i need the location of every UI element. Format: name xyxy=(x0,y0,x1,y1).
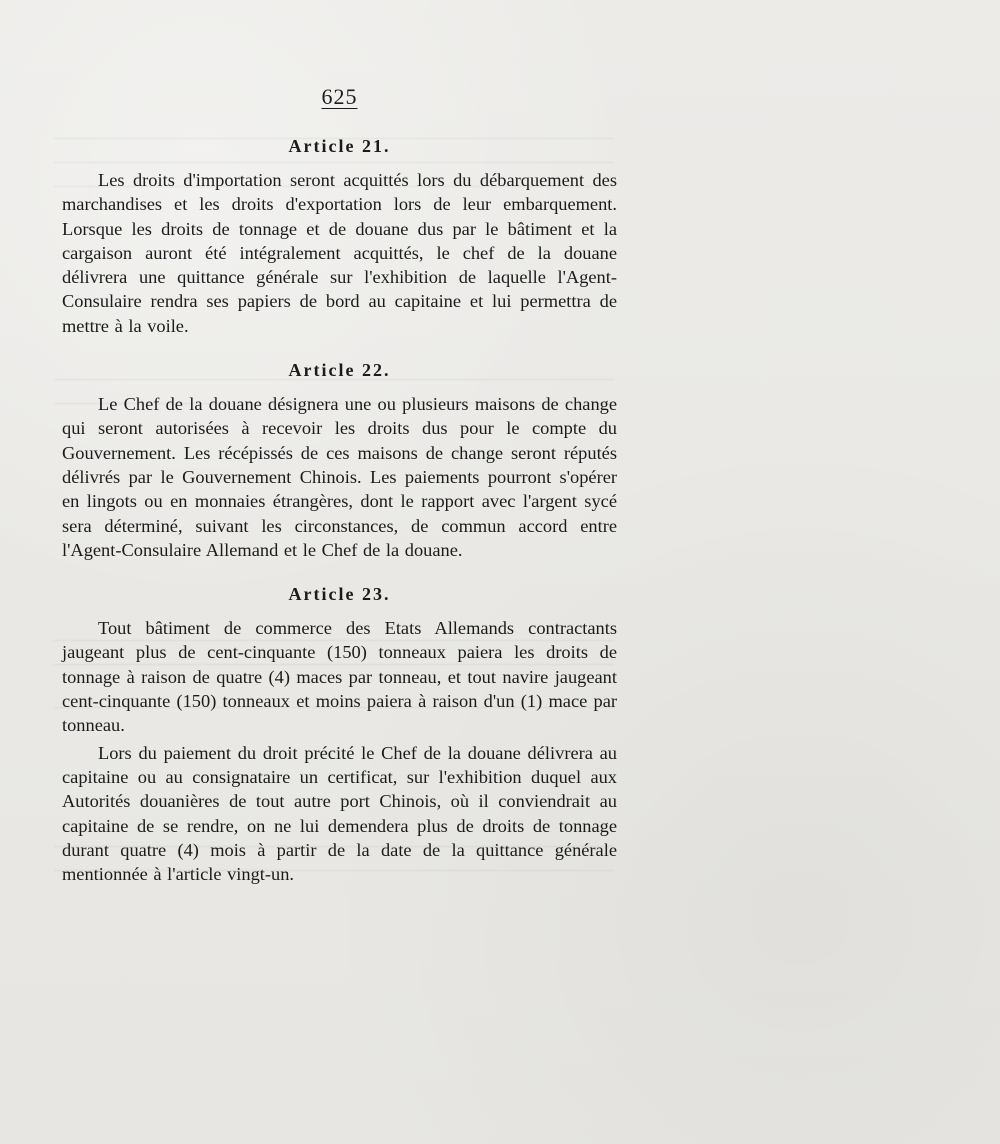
article-paragraph: Lors du paiement du droit précité le Chef de la douane délivrera au capitaine ou au consignataire un certificat, sur l'exhibition duquel aux Autorités douanières de tout autre port Chinois, où il conviendrait au capitaine de se rendre, on ne lui demendera plus de droits de tonnage durant quatre (4) mois à partir de la date de la quittance générale mentionnée à l'article vingt-un. xyxy=(62,742,617,885)
document-content xyxy=(62,84,617,906)
page-number: 625 xyxy=(321,84,358,109)
article-title: Article 23. xyxy=(288,584,391,605)
article-paragraph: Le Chef de la douane désignera une ou plusieurs maisons de change qui seront autorisées à recevoir les droits dus pour le compte du Gouvernement. Les récépissés de ces maisons de change seront réputés délivrés par le Gouvernement Chinois. Les paiements pourront s'opérer en lingots ou en monnaies étrangères, dont le rapport avec l'argent sycé sera déterminé, suivant les circonstances, de commun accord entre l'Agent-Consulaire Allemand et le Chef de la douane. xyxy=(62,394,617,560)
article-23 xyxy=(62,582,617,886)
article-title: Article 21. xyxy=(288,136,391,156)
article-22 xyxy=(62,358,617,562)
article-title: Article 22. xyxy=(288,360,391,381)
article-paragraph: Tout bâtiment de commerce des Etats Allemands contractants jaugeant plus de cent-cinquante (150) tonneaux paiera les droits de tonnage à raison de quatre (4) maces par tonneau, et tout navire jaugeant cent-cinquante (150) tonneaux et moins paiera à raison d'un (1) mace par tonneau. xyxy=(62,618,617,736)
article-paragraph: Les droits d'importation seront acquittés lors du débarquement des marchandises et les droits d'exportation lors de leur embarquement. Lorsque les droits de tonnage et de douane dus par le bâtiment et la cargaison auront été intégralement acquittés, le chef de la douane délivrera une quittance générale sur l'exhibition de laquelle l'Agent-Consulaire rendra ses papiers de bord au capitaine et lui permettra de mettre à la voile. xyxy=(62,170,617,336)
article-21 xyxy=(62,134,617,338)
